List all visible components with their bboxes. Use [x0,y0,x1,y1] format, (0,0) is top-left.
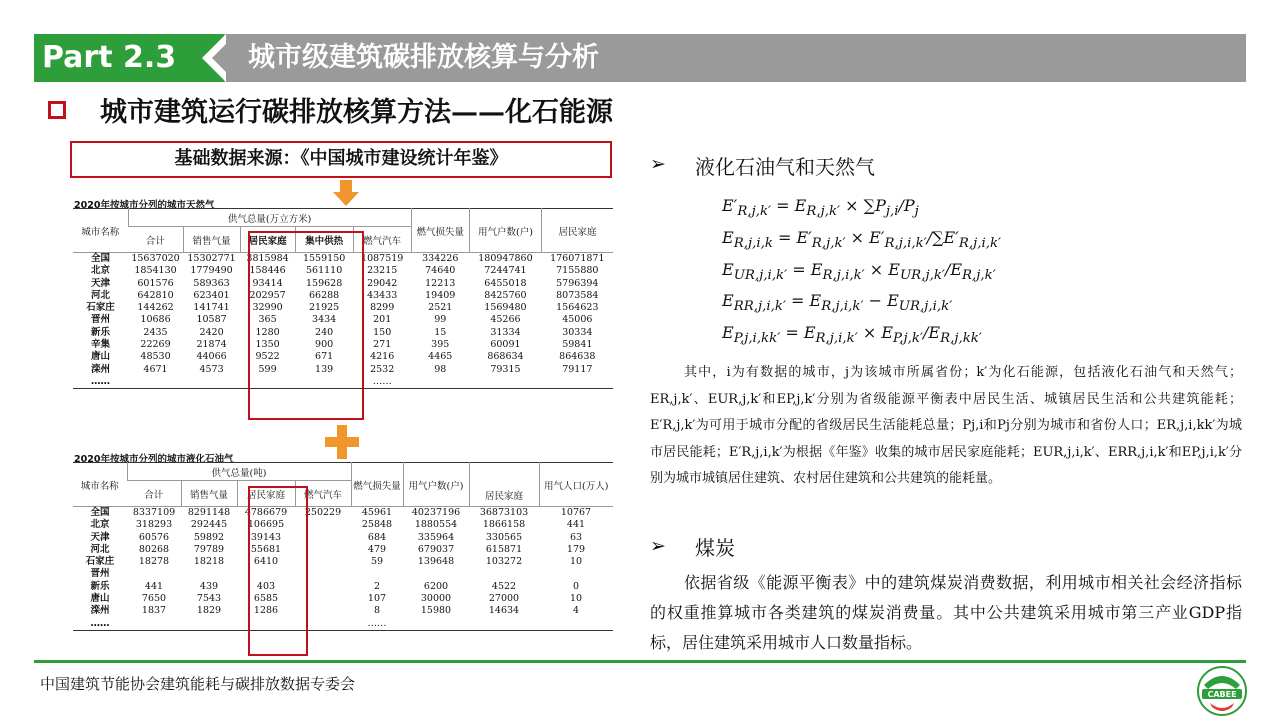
value-cell: 45961 [361,507,393,518]
value-cell: 21874 [196,339,227,351]
formula-3: $E_{UR,j,i,k'} = E_{R,j,i,k'} \times E_{UR,j,k'}/E_{R,j,k'}$ [722,260,996,284]
value-cell [469,568,539,580]
value-cell: 615871 [485,543,523,555]
value-cell: 80268 [138,543,170,555]
formula-5: $E_{P,j,i,kk'} = E_{R,j,i,k'} \times E_{P,j,k'}/E_{R,j,kk'}$ [722,323,982,347]
value-cell: 441 [144,580,164,592]
col-city: 城市名称 [73,463,127,507]
value-cell: 30334 [562,326,593,338]
value-cell: 8337109 [132,507,176,518]
value-cell: 59841 [562,339,593,351]
value-cell: 103272 [485,556,523,568]
value-cell: 0 [572,580,580,592]
value-cell: 403 [256,580,276,592]
city-cell: …… [90,617,110,629]
value-cell: 55681 [250,543,282,555]
value-cell: 6410 [253,556,279,568]
table-row [73,544,613,556]
value-cell: 684 [367,531,387,543]
value-cell: 99 [434,314,447,326]
col-sales: 销售气量 [181,481,237,507]
value-cell: 15302771 [187,253,236,264]
col-res: 居民家庭 [237,481,295,507]
logo-text: CABEE [1207,690,1237,699]
city-cell: 全国 [91,253,111,264]
value-cell: 12213 [425,277,456,289]
value-cell: 2435 [143,326,168,338]
header-banner [34,34,1246,82]
value-cell: 4216 [370,351,395,363]
value-cell: 1569480 [484,302,527,314]
value-cell: 1866158 [482,519,526,531]
value-cell: 5796394 [556,277,599,289]
city-cell: 石家庄 [86,302,115,314]
value-cell: 479 [367,543,387,555]
col-car: 燃气汽车 [353,227,411,253]
value-cell: 6200 [423,580,449,592]
value-cell: 8 [373,605,381,617]
value-cell: 395 [431,339,450,351]
value-cell: 589363 [193,277,230,289]
value-cell: 79117 [562,363,593,375]
value-cell: 7650 [141,593,167,605]
value-cell: 201 [373,314,392,326]
value-cell: 48530 [140,351,171,363]
value-cell: 8291148 [187,507,231,518]
city-cell: 晋州 [90,568,110,580]
value-cell: 39143 [250,531,282,543]
col-pop: 用气人口(万人) [539,463,613,507]
banner-arrow-gray [212,34,236,82]
value-cell: 74640 [425,265,456,277]
value-cell: 144262 [137,302,174,314]
value-cell: 601576 [137,277,174,289]
lpg-table [73,462,613,631]
bullet-arrow-icon: ➢ [650,153,666,175]
value-cell: 271 [373,339,392,351]
value-cell: 3434 [312,314,337,326]
value-cell [539,568,613,580]
city-cell: 北京 [90,519,110,531]
value-cell: 18218 [193,556,225,568]
value-cell: 45006 [562,314,593,326]
value-cell: 158446 [249,265,286,277]
value-cell: 29042 [367,277,398,289]
value-cell: 27000 [488,593,520,605]
value-cell: 7155880 [556,265,599,277]
value-cell: 79789 [193,543,225,555]
value-cell [351,568,403,580]
city-cell: 滦州 [91,363,111,375]
table-row [73,507,613,520]
gas-table-caption: 2020年按城市分列的城市天然气 [74,200,215,211]
footer-org: 中国建筑节能协会建筑能耗与碳排放数据专委会 [40,675,356,693]
col-households: 用气户数(户) [403,463,469,507]
value-cell: 40237196 [411,507,461,518]
city-cell: 石家庄 [85,556,115,568]
value-cell: 868634 [487,351,524,363]
value-cell: 1564623 [556,302,599,314]
value-cell: 4 [572,605,580,617]
value-cell: …… [372,375,392,387]
value-cell: 45266 [490,314,521,326]
value-cell: 9522 [255,351,280,363]
value-cell: 98 [434,363,447,375]
value-cell: 66288 [309,289,340,301]
plus-icon [325,425,359,459]
value-cell: 14634 [488,605,520,617]
value-cell: 441 [566,519,586,531]
value-cell: 31334 [490,326,521,338]
table-row [73,618,613,631]
value-cell: 2420 [199,326,224,338]
value-cell: 10 [569,593,583,605]
value-cell: 139 [315,363,334,375]
city-cell: 北京 [91,265,111,277]
value-cell: 439 [199,580,219,592]
value-cell: 561110 [305,265,343,277]
value-cell: 7543 [196,593,222,605]
value-cell: 330565 [485,531,523,543]
value-cell [403,568,469,580]
city-cell: 辛集 [91,339,111,351]
value-cell: 6455018 [484,277,527,289]
col-total: 合计 [127,481,181,507]
value-cell: 2521 [428,302,453,314]
col-loss: 燃气损失量 [351,463,403,507]
value-cell: 159628 [305,277,343,289]
value-cell: 106695 [247,519,285,531]
value-cell: 179 [566,543,586,555]
col-supply: 供气总量(万立方米) [128,209,411,227]
table-row [73,593,613,605]
value-cell: 60576 [138,531,170,543]
value-cell: 139648 [417,556,455,568]
value-cell [127,618,181,631]
value-cell: 8425760 [484,289,527,301]
value-cell: 4465 [428,351,453,363]
value-cell: 32990 [252,302,283,314]
city-cell: …… [91,375,110,387]
value-cell: 365 [258,314,277,326]
value-cell: …… [367,617,387,629]
value-cell: 1559150 [302,253,346,264]
value-cell [181,568,237,580]
value-cell: 1837 [141,605,167,617]
value-cell: 2532 [370,363,395,375]
col-city: 城市名称 [73,209,128,253]
table-row [73,568,613,580]
value-cell [128,376,183,389]
value-cell: 864638 [559,351,596,363]
value-cell: 1779490 [190,265,233,277]
value-cell: 15 [434,326,447,338]
value-cell: 599 [258,363,277,375]
value-cell: 21925 [309,302,340,314]
value-cell [183,376,240,389]
table-row [73,519,613,531]
value-cell: 10767 [560,507,592,518]
value-cell [403,618,469,631]
city-cell: 全国 [90,507,110,518]
value-cell: 240 [315,326,334,338]
value-cell: 176071871 [550,253,605,264]
col-car: 燃气汽车 [295,481,351,507]
value-cell: 1286 [253,605,279,617]
value-cell: 334226 [422,253,459,264]
value-cell: 150 [373,326,392,338]
col-supply: 供气总量(吨) [127,463,351,481]
table-row [73,605,613,617]
value-cell: 25848 [361,519,393,531]
value-cell: 4786679 [244,507,288,518]
lpg-highlight-frame [248,486,308,656]
value-cell: 15980 [420,605,452,617]
value-cell: 4671 [143,363,168,375]
table-row [73,556,613,568]
value-cell: 1854130 [134,265,177,277]
value-cell: 59892 [193,531,225,543]
value-cell: 63 [569,531,583,543]
lpg-table-caption: 2020年按城市分列的城市液化石油气 [74,454,234,465]
value-cell [539,618,613,631]
value-cell: 202957 [249,289,286,301]
bullet-coal: 煤炭 [695,536,735,560]
value-cell: 43433 [367,289,398,301]
col-home: 居民家庭 [469,463,539,507]
value-cell: 3815984 [246,253,289,264]
value-cell [181,618,237,631]
value-cell: 1829 [196,605,222,617]
value-cell: 679037 [417,543,455,555]
value-cell: 8299 [370,302,395,314]
table-row [73,532,613,544]
formula-4: $E_{RR,j,i,k'} = E_{R,j,i,k'} - E_{UR,j,i,k'}$ [722,291,953,315]
value-cell: 8073584 [556,289,599,301]
value-cell: 79315 [490,363,521,375]
value-cell: 318293 [135,519,173,531]
city-cell: 滦州 [90,605,110,617]
col-loss: 燃气损失量 [411,209,469,253]
value-cell: 19409 [425,289,456,301]
bullet-gas: 液化石油气和天然气 [695,155,875,179]
value-cell: 180947860 [478,253,533,264]
value-cell [542,376,613,389]
value-cell: 642810 [137,289,174,301]
value-cell: 671 [315,351,334,363]
value-cell: 10 [569,556,583,568]
city-cell: 新乐 [90,580,110,592]
city-cell: 天津 [91,277,111,289]
value-cell: 18278 [138,556,170,568]
value-cell: 1350 [255,339,280,351]
data-source-box: 基础数据来源：《中国城市建设统计年鉴》 [70,141,612,178]
col-heat: 集中供热 [295,227,353,253]
city-cell: 天津 [90,531,110,543]
city-cell: 唐山 [91,351,111,363]
formula-2: $E_{R,j,i,k} = E'_{R,j,k'} \times E'_{R,j,i,k'}/\sum E'_{R,j,i,k'}$ [722,228,1002,252]
value-cell: 292445 [190,519,228,531]
value-cell: 6585 [253,593,279,605]
value-cell: 1880554 [414,519,458,531]
value-cell: 23215 [367,265,398,277]
city-cell: 晋州 [91,314,111,326]
value-cell: 1280 [255,326,280,338]
value-cell: 1087519 [361,253,404,264]
value-cell: 93414 [252,277,283,289]
part-label: Part 2.3 [34,34,224,82]
col-home: 居民家庭 [542,209,613,253]
value-cell: 4573 [199,363,224,375]
value-cell: 30000 [420,593,452,605]
arrow-down-icon [333,180,359,206]
value-cell: 141741 [193,302,230,314]
value-cell: 60091 [490,339,521,351]
value-cell: 623401 [193,289,230,301]
gas-highlight-frame [248,231,364,420]
value-cell: 250229 [304,507,342,518]
col-sales: 销售气量 [183,227,240,253]
value-cell: 36873103 [479,507,529,518]
value-cell [469,376,541,389]
value-cell: 10686 [140,314,171,326]
value-cell: 107 [367,593,387,605]
value-cell: 10587 [196,314,227,326]
value-cell: 59 [370,556,384,568]
value-cell [469,618,539,631]
bullet-arrow-icon: ➢ [650,535,666,557]
formula-1: $E'_{R,j,k'} = E_{R,j,k'} \times \sum P_{j,i}/P_j$ [722,196,919,220]
section-square-icon [48,101,66,119]
city-cell: 河北 [90,543,110,555]
value-cell: 335964 [417,531,455,543]
value-cell: 15637020 [131,253,180,264]
col-total: 合计 [128,227,183,253]
value-cell: 2 [373,580,381,592]
value-cell: 900 [315,339,334,351]
value-cell [127,568,181,580]
city-cell: 新乐 [91,326,111,338]
coal-paragraph: 依据省级《能源平衡表》中的建筑煤炭消费数据，利用城市相关社会经济指标的权重推算城市各类建筑的煤炭消费量。其中公共建筑采用城市第三产业GDP指标，居住建筑采用城市人口数量指标。 [650,573,1242,652]
value-cell: 7244741 [484,265,527,277]
value-cell: 44066 [196,351,227,363]
cabee-logo [1196,665,1248,717]
banner-title: 城市级建筑碳排放核算与分析 [248,42,599,73]
table-row [73,581,613,593]
value-cell: 22269 [140,339,171,351]
footer-divider [34,660,1246,663]
section-title: 城市建筑运行碳排放核算方法——化石能源 [100,97,613,128]
col-households: 用气户数(户) [469,209,541,253]
explanation-paragraph: 其中，i为有数据的城市，j为该城市所属省份；k′为化石能源，包括液化石油气和天然气；ER,j,k′、EUR,j,k′和EP,j,k′分别为省级能源平衡表中居民生活、城镇居民生活和公共建筑能耗；E′R,j,k′为可用于城市分配的省级居民生活能耗总量；Pj,i和Pj分别为城市和省份人口；ER,j,i,kk′为城市居民能耗；E′R,j,i,k′为根据《年鉴》收集的城市居民家庭能耗；EUR,j,i,k′、ERR,j,i,k′和EP,j,i,k′分别为城市城镇居住建筑、农村居住建筑和公共建筑的能耗量。 [650,365,1242,486]
value-cell: 4522 [491,580,517,592]
col-res: 居民家庭 [240,227,295,253]
city-cell: 河北 [91,289,111,301]
value-cell [411,376,469,389]
city-cell: 唐山 [90,593,110,605]
